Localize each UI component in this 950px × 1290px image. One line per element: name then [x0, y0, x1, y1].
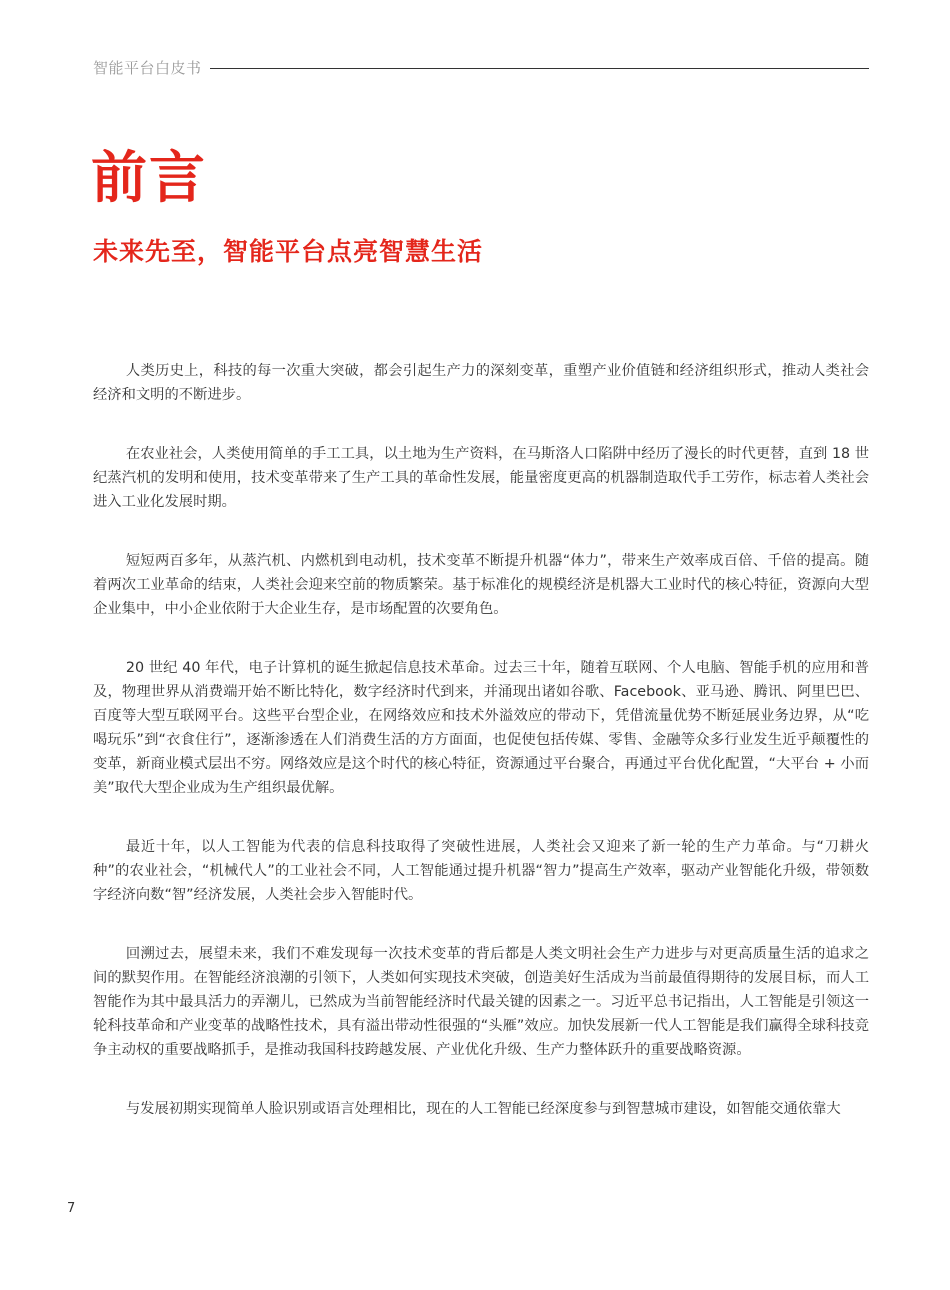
- page-subtitle: 未来先至，智能平台点亮智慧生活: [93, 237, 484, 266]
- header-divider: [210, 68, 869, 69]
- running-header-title: 智能平台白皮书: [93, 59, 202, 77]
- running-header: [93, 56, 869, 80]
- paragraph-6: 回溯过去，展望未来，我们不难发现每一次技术变革的背后都是人类文明社会生产力进步与对更高质量生活的追求之间的默契作用。在智能经济浪潮的引领下，人类如何实现技术突破，创造美好生活成为当前最值得期待的发展目标，而人工智能作为其中最具活力的弄潮儿，已然成为当前智能经济时代最关键的因素之一。习近平总书记指出，人工智能是引领这一轮科技革命和产业变革的战略性技术，具有溢出带动性很强的“头雁”效应。加快发展新一代人工智能是我们赢得全球科技竞争主动权的重要战略抓手，是推动我国科技跨越发展、产业优化升级、生产力整体跃升的重要战略资源。: [93, 946, 869, 1058]
- paragraph-1: 人类历史上，科技的每一次重大突破，都会引起生产力的深刻变革，重塑产业价值链和经济组织形式，推动人类社会经济和文明的不断进步。: [93, 363, 869, 403]
- paragraph-7: 与发展初期实现简单人脸识别或语言处理相比，现在的人工智能已经深度参与到智慧城市建设，如智能交通依靠大: [125, 1101, 841, 1117]
- paragraph-4: 20 世纪 40 年代，电子计算机的诞生掀起信息技术革命。过去三十年，随着互联网、个人电脑、智能手机的应用和普及，物理世界从消费端开始不断比特化，数字经济时代到来，并涌现出诸如谷歌、Facebook、亚马逊、腾讯、阿里巴巴、百度等大型互联网平台。这些平台型企业，在网络效应和技术外溢效应的带动下，凭借流量优势不断延展业务边界，从“吃喝玩乐”到“衣食住行”，逐渐渗透在人们消费生活的方方面面，也促使包括传媒、零售、金融等众多行业发生近乎颠覆性的变革，新商业模式层出不穷。网络效应是这个时代的核心特征，资源通过平台聚合，再通过平台优化配置，“大平台 + 小而美”取代大型企业成为生产组织最优解。: [93, 660, 869, 796]
- paragraph-5: 最近十年，以人工智能为代表的信息科技取得了突破性进展，人类社会又迎来了新一轮的生产力革命。与“刀耕火种”的农业社会，“机械代人”的工业社会不同，人工智能通过提升机器“智力”提高生产效率，驱动产业智能化升级，带领数字经济向数“智”经济发展，人类社会步入智能时代。: [93, 839, 869, 903]
- page-number: 7: [67, 1201, 76, 1216]
- paragraph-2: 在农业社会，人类使用简单的手工工具，以土地为生产资料，在马斯洛人口陷阱中经历了漫长的时代更替，直到 18 世纪蒸汽机的发明和使用，技术变革带来了生产工具的革命性发展，能量密度更高的机器制造取代手工劳作，标志着人类社会进入工业化发展时期。: [93, 446, 869, 510]
- paragraph-3: 短短两百多年，从蒸汽机、内燃机到电动机，技术变革不断提升机器“体力”，带来生产效率成百倍、千倍的提高。随着两次工业革命的结束，人类社会迎来空前的物质繁荣。基于标准化的规模经济是机器大工业时代的核心特征，资源向大型企业集中，中小企业依附于大企业生存，是市场配置的次要角色。: [93, 553, 869, 617]
- page-title: 前言: [91, 146, 207, 211]
- body-text: [93, 359, 869, 1156]
